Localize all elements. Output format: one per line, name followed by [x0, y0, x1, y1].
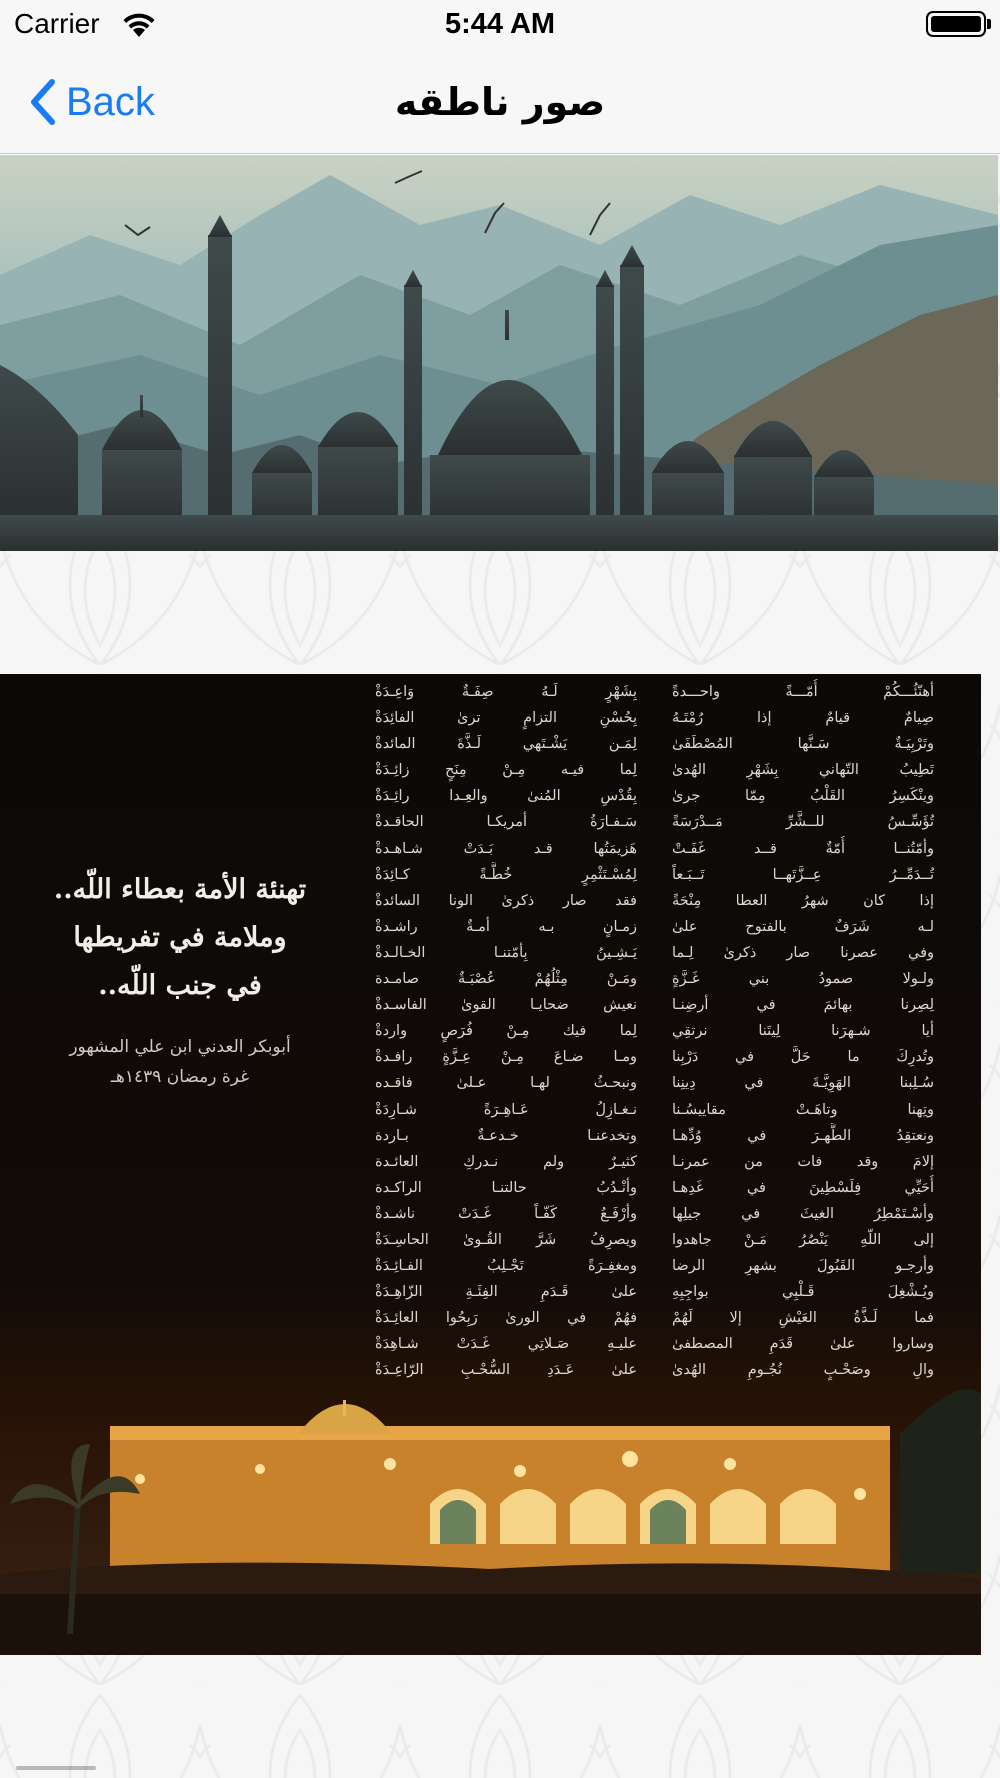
verse: تُــدَمِّــرُ عِــزَّتَهــا تَــبَـعاً — [672, 866, 934, 883]
battery-icon — [926, 11, 986, 37]
clock: 5:44 AM — [444, 8, 556, 40]
verse: لِما فيـه مِـنْ مِنَحٍ زائِـدَةْ — [375, 762, 637, 779]
verse: ومغفِـرَةً تَجْـلِبُ الفـائِـدَةْ — [375, 1258, 637, 1275]
verse: وينْكَسِرُ القَلْبُ مِمّا جرىٰ — [672, 788, 934, 805]
verse: هَزيمَتُها قـد بَـدَتْ شـاهـدةْ — [375, 840, 637, 857]
verse: سُـلِبنا الهَوِيَّـةَ في دِينِنا — [672, 1075, 934, 1092]
verse: ونعتقِدُ الطُّهـرَ في وُدِّهـا — [672, 1127, 934, 1144]
verse: ونبحـثُ لهـا عـلىٰ فاقـده — [375, 1075, 637, 1092]
verse: ويُـشْغِلَ قَـلْبِي بواجِبِهِ — [672, 1284, 934, 1301]
verse: عليـهِ صَـلاتِي غَـدَتْ شـاهِدَةْ — [375, 1336, 637, 1353]
verse: ويصرِفُ شَرَّ القُـوىٰ الحاسِـدَةْ — [375, 1231, 637, 1248]
verse: نعيش ضحايـا القوىٰ الفاسـدةْ — [375, 997, 637, 1014]
verse: نـغـازِلُ عَـاهِـرَةً شـارِدَةْ — [375, 1101, 637, 1118]
verse: بِحُسْنِ التزامٍ ترىٰ الفائِدَةْ — [375, 710, 637, 727]
navigation-bar — [0, 50, 1000, 154]
verse: فقد صار ذكرىٰ الونا السائدةْ — [375, 892, 637, 909]
verse: وتخدعنـا خـدعـةٌ بـاردة — [375, 1127, 637, 1144]
verse: بِقُدْسِ المُنىٰ والعِـدا رائِـدَةْ — [375, 788, 637, 805]
verse: وأرجـو القَبُولَ بشهرِ الرضا — [672, 1258, 934, 1275]
verse: ولـولا صمودُ بني غَـزَّةٍ — [672, 971, 934, 988]
greeting-line-2: وملامة في تفريطها — [73, 922, 287, 953]
greeting-text-block — [0, 866, 360, 1092]
author-name: أبوبكر العدني ابن علي المشهور — [69, 1037, 291, 1057]
verse: علىٰ عَـدَدِ السُّحْـبِ الرّاعِـدَةْ — [375, 1362, 637, 1379]
mosque-silhouette-image — [0, 155, 998, 551]
image-card-mosque-banner[interactable] — [0, 155, 998, 551]
scroll-indicator[interactable] — [16, 1766, 96, 1770]
verse: إذا كان شهرُ العطا مِنْحَةً — [672, 892, 934, 909]
verse: وفي عصرنا صار ذكرىٰ لِـما — [672, 944, 934, 961]
verse: ومَـنْ مِثْلُهُمْ عُصْبَـةٌ صامـدة — [375, 971, 637, 988]
verse: سَـفـارَةُ أمريكـا الحاقـدةْ — [375, 814, 637, 831]
greeting-line-1: تهنئة الأمة بعطاء اللّه.. — [53, 874, 307, 905]
verse: لِمُسْـتَثْمِرٍ خُطَّـةً كـائِدَةْ — [375, 866, 637, 883]
verse: يَـشِـينُ بِأمّتنـا الخـالـدةْ — [375, 944, 637, 961]
poem-column-left — [375, 679, 637, 1384]
page-title: صور ناطقه — [394, 80, 606, 124]
verse: علىٰ قَـدَمِ الفِئَـةِ الزّاهِـدَةْ — [375, 1284, 637, 1301]
verse: وأنْـدُبُ حالتنـا الراكـدة — [375, 1179, 637, 1196]
verse: وتَرْبِيَـةٌ سَـنَّها المُصْطَفَىٰ — [672, 736, 934, 753]
back-label: Back — [66, 79, 155, 124]
verse: فما لَـذَّةُ العَيْشِ إلا لَهُمْ — [672, 1310, 934, 1327]
verse: أهنّئُـــكُمْ أُمّـــةً واحـــدةً — [672, 684, 934, 700]
verse: إلامَ وقد فات من عمرنـا — [672, 1153, 934, 1170]
verse: لِما فيك مِـنْ فُرَصٍ واردةْ — [375, 1023, 637, 1040]
verse: بِشَهْرٍ لَـهُ صِفَـةٌ وَاعِـدَةْ — [375, 684, 637, 700]
verse: أيا شـهرَنا لِيتَنا نرتقِي — [672, 1023, 934, 1040]
image-card-greeting-poem[interactable] — [0, 674, 981, 1655]
back-button[interactable] — [28, 74, 155, 130]
greeting-line-3: في جنب اللّه.. — [98, 970, 262, 1001]
verse: وأسْـتَمْطِرُ الغيثَ في جيلِها — [672, 1205, 934, 1222]
verse: وأمّتُنــا أُمّةٌ قــد غَفَـتْ — [672, 840, 934, 857]
poem-column-right — [672, 679, 934, 1384]
verse: فهُمْ في الورىٰ رَبِحُوا العائِـدَةْ — [375, 1310, 637, 1327]
status-bar — [0, 0, 1000, 50]
verse: وأرْفَـعُ كَفّـاً غَـدَتْ ناشـدةْ — [375, 1205, 637, 1222]
verse: وتِهنا وتاهَـتْ مقاييسُـنا — [672, 1101, 934, 1118]
verse: صِيامٌ قيامٌ إذا رُمْتَـهُ — [672, 710, 934, 727]
verse: إلى اللّهِ يَنْصُرُ مَـنْ جاهدوا — [672, 1231, 934, 1248]
chevron-left-icon — [28, 76, 58, 128]
verse: وتُدرِكَ ما حَلَّ في دَرْبِنا — [672, 1049, 934, 1066]
verse: لِصِرنا بهائمَ في أرضِنـا — [672, 997, 934, 1014]
verse: زمـانٍ بـه أمـةٌ راشـدةْ — [375, 918, 637, 935]
verse: تَطِيبُ التّهاني بِشَهْرِ الهُدىٰ — [672, 762, 934, 779]
verse: والِ وصَحْـبٍ نُجُـومِ الهُدىٰ — [672, 1362, 934, 1379]
verse: وساروا علىٰ قَدَمِ المصطفىٰ — [672, 1336, 934, 1353]
poem-date: غرة رمضان ١٤٣٩هـ — [110, 1067, 250, 1087]
carrier-label: Carrier — [14, 8, 100, 39]
verse: ومـا ضـاعَ مِـنْ عِـزَّةٍ رافـدةْ — [375, 1049, 637, 1066]
verse: لـه شَرَفٌ بالفتوح علىٰ — [672, 918, 934, 935]
verse: كثيـرٌ ولم نـدركِ العائـدة — [375, 1153, 637, 1170]
verse: لِمَـن يَشْـتَهي لَـذَّةَ المائدةْ — [375, 736, 637, 753]
battery-tip — [987, 19, 991, 29]
verse: تُؤَسِّـسُ للــشَّرِّ مَــدْرَسَةً — [672, 814, 934, 831]
image-list[interactable] — [0, 155, 1000, 1778]
verse: أُحَيِّي فِلَسْطِينَ في غَدِهـا — [672, 1179, 934, 1196]
